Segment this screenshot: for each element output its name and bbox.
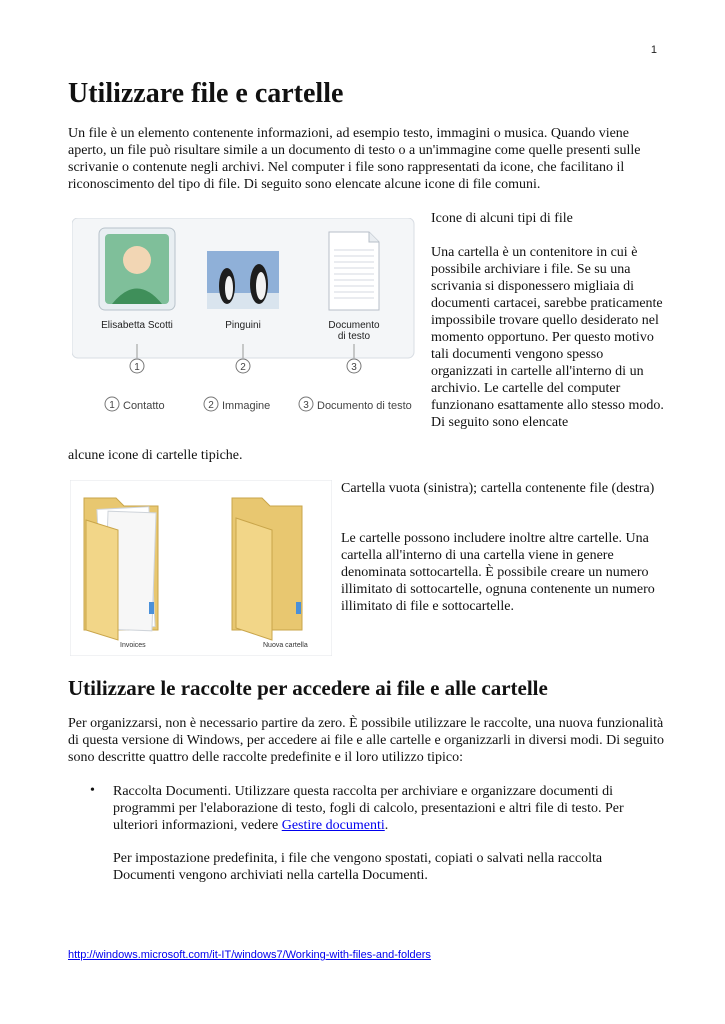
icon-label-image: Pinguini	[225, 320, 261, 331]
icon-label-document-line2: di testo	[337, 331, 371, 342]
footer-source-link[interactable]: http://windows.microsoft.com/it-IT/windows7/Working-with-files-and-folders	[68, 949, 431, 961]
folder-label-right: Nuova cartella	[263, 642, 308, 649]
callout-number-2: 2	[240, 362, 246, 373]
penguins-image-icon	[207, 251, 279, 309]
callout-number-3: 3	[351, 362, 357, 373]
libraries-paragraph: Per organizzarsi, non è necessario partire da zero. È possibile utilizzare le raccolte, una nuova funzionalità di questa versione di Windows, per accedere ai file e alle cartelle e organizzarli in diversi modi. Di seguito sono descritte quattro delle raccolte predefinite e il loro utilizzo tipico:	[68, 716, 665, 765]
manage-documents-link[interactable]: Gestire documenti	[281, 818, 385, 833]
full-folder-icon	[84, 498, 158, 640]
legend-contact: Contatto	[123, 400, 165, 412]
text-document-icon	[329, 232, 379, 310]
page-title: Utilizzare file e cartelle	[68, 78, 344, 109]
contact-icon	[99, 228, 175, 310]
bullet-marker: •	[90, 783, 95, 798]
file-icons-figure	[72, 218, 417, 418]
bullet1-text: Raccolta Documenti. Utilizzare questa raccolta per archiviare e organizzare documenti di programmi per l'elaborazione di testo, fogli di calcolo, presentazioni e altri file di testo. Per ulteriori informazioni, vedere	[113, 784, 624, 833]
page-number: 1	[650, 44, 657, 56]
section-heading: Utilizzare le raccolte per accedere ai file e alle cartelle	[68, 676, 548, 700]
bullet1-end: .	[384, 818, 389, 833]
intro-paragraph: Un file è un elemento contenente informazioni, ad esempio testo, immagini o musica. Quando viene aperto, un file può risultare simile a un documento di testo o a un'immagine come quelle presenti sulle scrivanie o contenute negli archivi. Nel computer i file sono rappresentati da icone, che facilitano il riconoscimento del tipo di file. Di seguito sono elencate alcune icone di file comuni.	[68, 126, 641, 192]
legend-text-document: Documento di testo	[317, 400, 412, 412]
bullet-documents-default: Per impostazione predefinita, i file che vengono spostati, copiati o salvati nella raccolta Documenti vengono archiviati nella cartella Documenti.	[113, 851, 603, 883]
legend-number-1: 1	[109, 400, 115, 411]
icon-label-contact: Elisabetta Scotti	[101, 320, 173, 331]
legend-number-3: 3	[303, 400, 309, 411]
folder-label-left: Invoices	[120, 642, 146, 649]
legend-image: Immagine	[222, 400, 271, 412]
folder-icons-figure	[70, 480, 332, 656]
icon-label-document-line1: Documento	[328, 320, 380, 331]
folder-paragraph: Una cartella è un contenitore in cui è possibile archiviare i file. Se su una scrivania si disponessero migliaia di documenti cartacei, sarebbe praticamente impossibile trovare quello desiderato nel momento opportuno. Per questo motivo tali documenti vengono spesso organizzati in cartelle all'interno di un archivio. Le cartelle del computer funzionano esattamente allo stesso modo. Di seguito sono elencate	[431, 245, 664, 430]
empty-folder-icon	[232, 498, 302, 640]
figure2-caption: Cartella vuota (sinistra); cartella contenente file (destra)	[341, 481, 655, 496]
legend-number-2: 2	[208, 400, 214, 411]
bullet-documents-library	[113, 783, 658, 834]
subfolder-paragraph: Le cartelle possono includere inoltre altre cartelle. Una cartella all'interno di una cartella viene in genere denominata sottocartella. È possibile creare un numero illimitato di sottocartelle, ognuna contenente un numero illimitato di file e sottocartelle.	[341, 531, 655, 614]
figure1-caption: Icone di alcuni tipi di file	[431, 211, 573, 226]
callout-number-1: 1	[134, 362, 140, 373]
folder-paragraph-tail: alcune icone di cartelle tipiche.	[68, 448, 243, 463]
